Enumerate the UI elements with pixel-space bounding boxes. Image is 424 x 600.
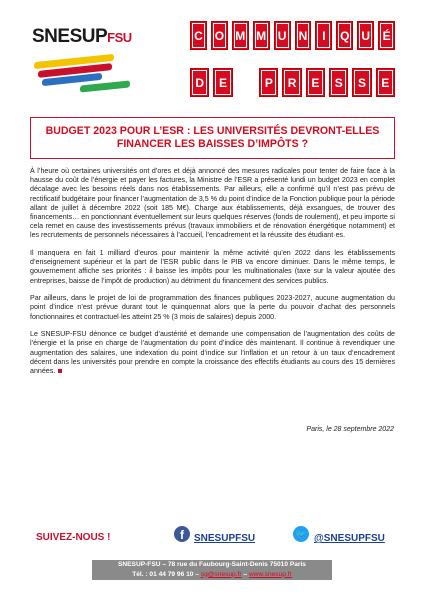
logo-stripe-green (80, 80, 130, 92)
title-letter-block (237, 68, 256, 97)
facebook-icon[interactable]: f (174, 526, 190, 542)
headline: BUDGET 2023 POUR L’ESR : LES UNIVERSITÉS DEVRONT-ELLES FINANCER LES BAISSES D’IMPÔTS ? (30, 117, 395, 159)
title-letter-block: S (352, 68, 371, 97)
footer (92, 560, 332, 580)
logo-suffix: FSU (107, 30, 132, 45)
press-release-body (30, 167, 395, 385)
footer-address: SNESUP-FSU – 78 rue du Faubourg-Saint-Denis 75010 Paris (118, 561, 306, 568)
footer-contact (92, 570, 332, 580)
title-letter-block: I (315, 21, 332, 50)
twitter-icon[interactable]: 🐦 (293, 526, 309, 542)
title-letter-block: D (190, 68, 209, 97)
title-letter-block: U (357, 21, 374, 50)
communique-de-presse-title (190, 21, 395, 103)
paragraph-3: Par ailleurs, dans le projet de loi de programmation des finances publiques 2023-2027, aucune augmentation du point d’indice n’est prévue durant tout le quinquennat alors que la perte du pouvoir d’achat des personnels fonctionnaires et contractuel·les atteint 25 % (3 mois de salaires) depuis 2000. (30, 294, 395, 321)
title-letter-block: M (253, 21, 270, 50)
title-letter-block: R (282, 68, 301, 97)
title-letter-block: U (274, 21, 291, 50)
title-letter-block: E (376, 68, 395, 97)
title-letter-block: C (190, 21, 207, 50)
title-letter-block: P (259, 68, 278, 97)
paragraph-1: À l’heure où certaines universités ont d’ores et déjà annoncé des mesures radicales pour tenter de faire face à la hausse du coût de l’énergie et payer les factures, la Ministre de l’ESR a présenté lundi un budget 2023 en complet décalage avec les besoins réels dans nos établissements. Par ailleurs, elle a confirmé qu’il n’est pas prévu de rectificatif budgétaire pour financer l’augmentation de 3,5 % du point d’indice de la Fonction publique pour la période allant de juillet à décembre 2022 (soit 185 M€). Charge aux établissements, déjà exsangues, de trouver des financements… en ponctionnant éventuellement sur leurs quelques réserves (fonds de roulement), et peu importe si cela remet en cause des investissements prévus (travaux immobiliers et de rénovation énergétique notamment) et les recrutements de personnels nécessaires à l’accueil, l’encadrement et la réussite des étudiant·es. (30, 167, 395, 240)
title-letter-block: Q (336, 21, 353, 50)
follow-us-label: SUIVEZ-NOUS ! (36, 532, 111, 543)
title-letter-block: E (306, 68, 325, 97)
end-square-icon (58, 369, 62, 373)
title-letter-block: N (295, 21, 312, 50)
title-row-communique (190, 21, 395, 50)
title-letter-block: S (329, 68, 348, 97)
date-line: Paris, le 28 septembre 2022 (306, 426, 394, 433)
title-letter-block: E (213, 68, 232, 97)
title-letter-block: O (211, 21, 228, 50)
paragraph-2: Il manquera en fait 1 milliard d’euros pour maintenir la même activité qu’en 2022 dans les établissements d’enseignement supérieur et la part de l’ESR public dans le PIB va encore diminuer. Dans le même temps, le gouvernement affiche ses priorités : il baisse les impôts pour les multinationales (taxe sur la valeur ajoutée des entreprises, baisse de l’impôt de production) au détriment du financement des services publics. (30, 249, 395, 285)
facebook-link[interactable]: SNESUPFSU (194, 533, 256, 544)
paragraph-4-text: Le SNESUP-FSU dénonce ce budget d’austérité et demande une compensation de l’augmentation des coûts de l’énergie et la prise en charge de l’augmentation du point d’indice dès maintenant. Il continue à revendiquer une augmentation des salaires, une indexation du point d’indice sur l’inflation et un retour à un taux d’encadrement décent dans les universités pour prendre en compte la croissance des effectifs étudiants au cours des 15 dernières années. (30, 330, 395, 376)
snesup-logo (28, 22, 148, 88)
footer-sep: – (243, 570, 248, 578)
footer-email-link[interactable]: sg@snesup.fr (200, 570, 242, 578)
title-letter-block: M (232, 21, 249, 50)
logo-text (32, 26, 132, 48)
paragraph-4 (30, 330, 395, 376)
twitter-link[interactable]: @SNESUPFSU (314, 533, 385, 544)
title-letter-block: É (378, 21, 395, 50)
footer-tel: Tél. : 01 44 79 96 10 – (132, 570, 199, 578)
logo-main: SNESUP (32, 26, 108, 47)
title-row-presse (190, 68, 395, 97)
footer-site-link[interactable]: www.snesup.fr (248, 570, 292, 578)
